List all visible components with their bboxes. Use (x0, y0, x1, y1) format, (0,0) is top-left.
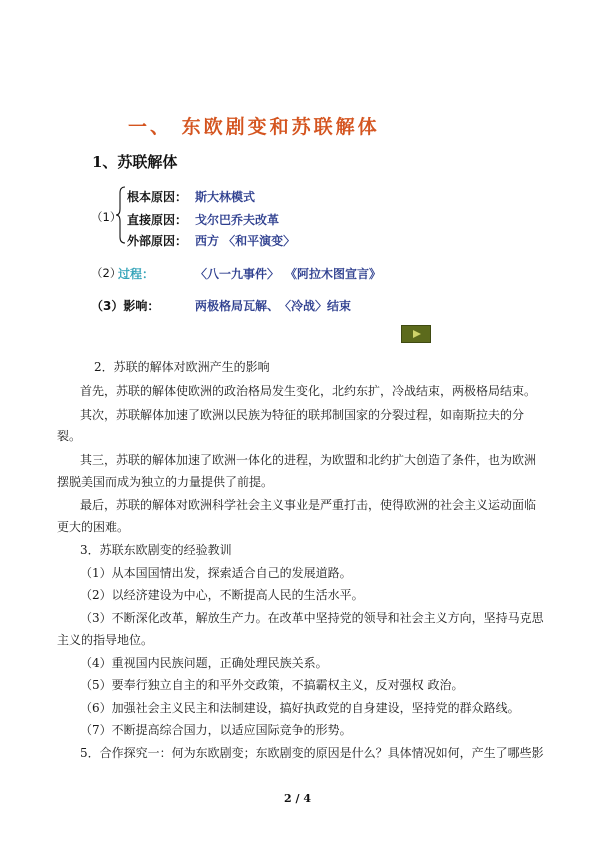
body-paragraph-fourth: 最后，苏联的解体对欧洲科学社会主义事业是严重打击，使得欧洲的社会主义运动面临 (80, 498, 537, 512)
body-paragraph-second-cont: 裂。 (57, 429, 82, 443)
lesson-item-4: （4）重视国内民族问题，正确处理民族关系。 (80, 656, 328, 670)
play-icon (413, 330, 421, 338)
body-paragraph-third-cont: 摆脱美国而成为独立的力量提供了前提。 (57, 475, 274, 489)
lesson-item-6: （6）加强社会主义民主和法制建设，搞好执政党的自身建设，坚持党的群众路线。 (80, 701, 520, 715)
process-index: （2） (91, 266, 122, 280)
cause-label-external: 外部原因： (127, 234, 188, 248)
cause-label-direct: 直接原因： (127, 213, 188, 227)
lesson-item-5: （5）要奉行独立自主的和平外交政策，不搞霸权主义，反对强权 政治。 (80, 678, 464, 692)
body-paragraph-fourth-cont: 更大的困难。 (57, 520, 130, 534)
influence-value: 两极格局瓦解、〈冷战〉结束 (195, 299, 352, 313)
causes-index: （1） (91, 210, 122, 224)
cause-value-direct: 戈尔巴乔夫改革 (195, 213, 280, 227)
process-event-almaty: 《阿拉木图宣言》 (285, 267, 382, 281)
lesson-item-7: （7）不断提高综合国力，以适应国际竞争的形势。 (80, 723, 352, 737)
body-heading-3: 3．苏联东欧剧变的经验教训 (80, 543, 232, 557)
lesson-item-1: （1）从本国国情出发，探索适合自己的发展道路。 (80, 566, 352, 580)
section-subtitle: 1、苏联解体 (92, 153, 178, 171)
lesson-item-3-cont: 主义的指导地位。 (57, 633, 154, 647)
body-heading-2: 2．苏联的解体对欧洲产生的影响 (94, 360, 270, 374)
section-title: 一、 东欧剧变和苏联解体 (128, 116, 380, 138)
play-button[interactable] (401, 325, 431, 343)
influence-label: （3）影响： (91, 299, 160, 313)
cause-value-external: 西方 〈和平演变〉 (195, 234, 296, 248)
body-paragraph-third: 其三，苏联的解体加速了欧洲一体化的进程，为欧盟和北约扩大创造了条件，也为欧洲 (80, 453, 537, 467)
body-paragraph-first: 首先，苏联的解体使欧洲的政治格局发生变化，北约东扩，冷战结束，两极格局结束。 (80, 384, 537, 398)
body-heading-5: 5．合作探究一：何为东欧剧变；东欧剧变的原因是什么？具体情况如何，产生了哪些影 (80, 746, 544, 760)
lesson-item-2: （2）以经济建设为中心，不断提高人民的生活水平。 (80, 588, 364, 602)
process-label: 过程： (118, 267, 155, 281)
lesson-item-3: （3）不断深化改革，解放生产力。在改革中坚持党的领导和社会主义方向，坚持马克思 (80, 611, 544, 625)
process-event-819: 〈八一九事件〉 (195, 267, 280, 281)
cause-label-root: 根本原因： (127, 190, 188, 204)
cause-value-root: 斯大林模式 (195, 190, 256, 204)
page-number: 2 / 4 (284, 792, 311, 805)
body-paragraph-second: 其次，苏联解体加速了欧洲以民族为特征的联邦制国家的分裂过程，如南斯拉夫的分 (80, 408, 525, 422)
brace-icon (116, 186, 126, 244)
